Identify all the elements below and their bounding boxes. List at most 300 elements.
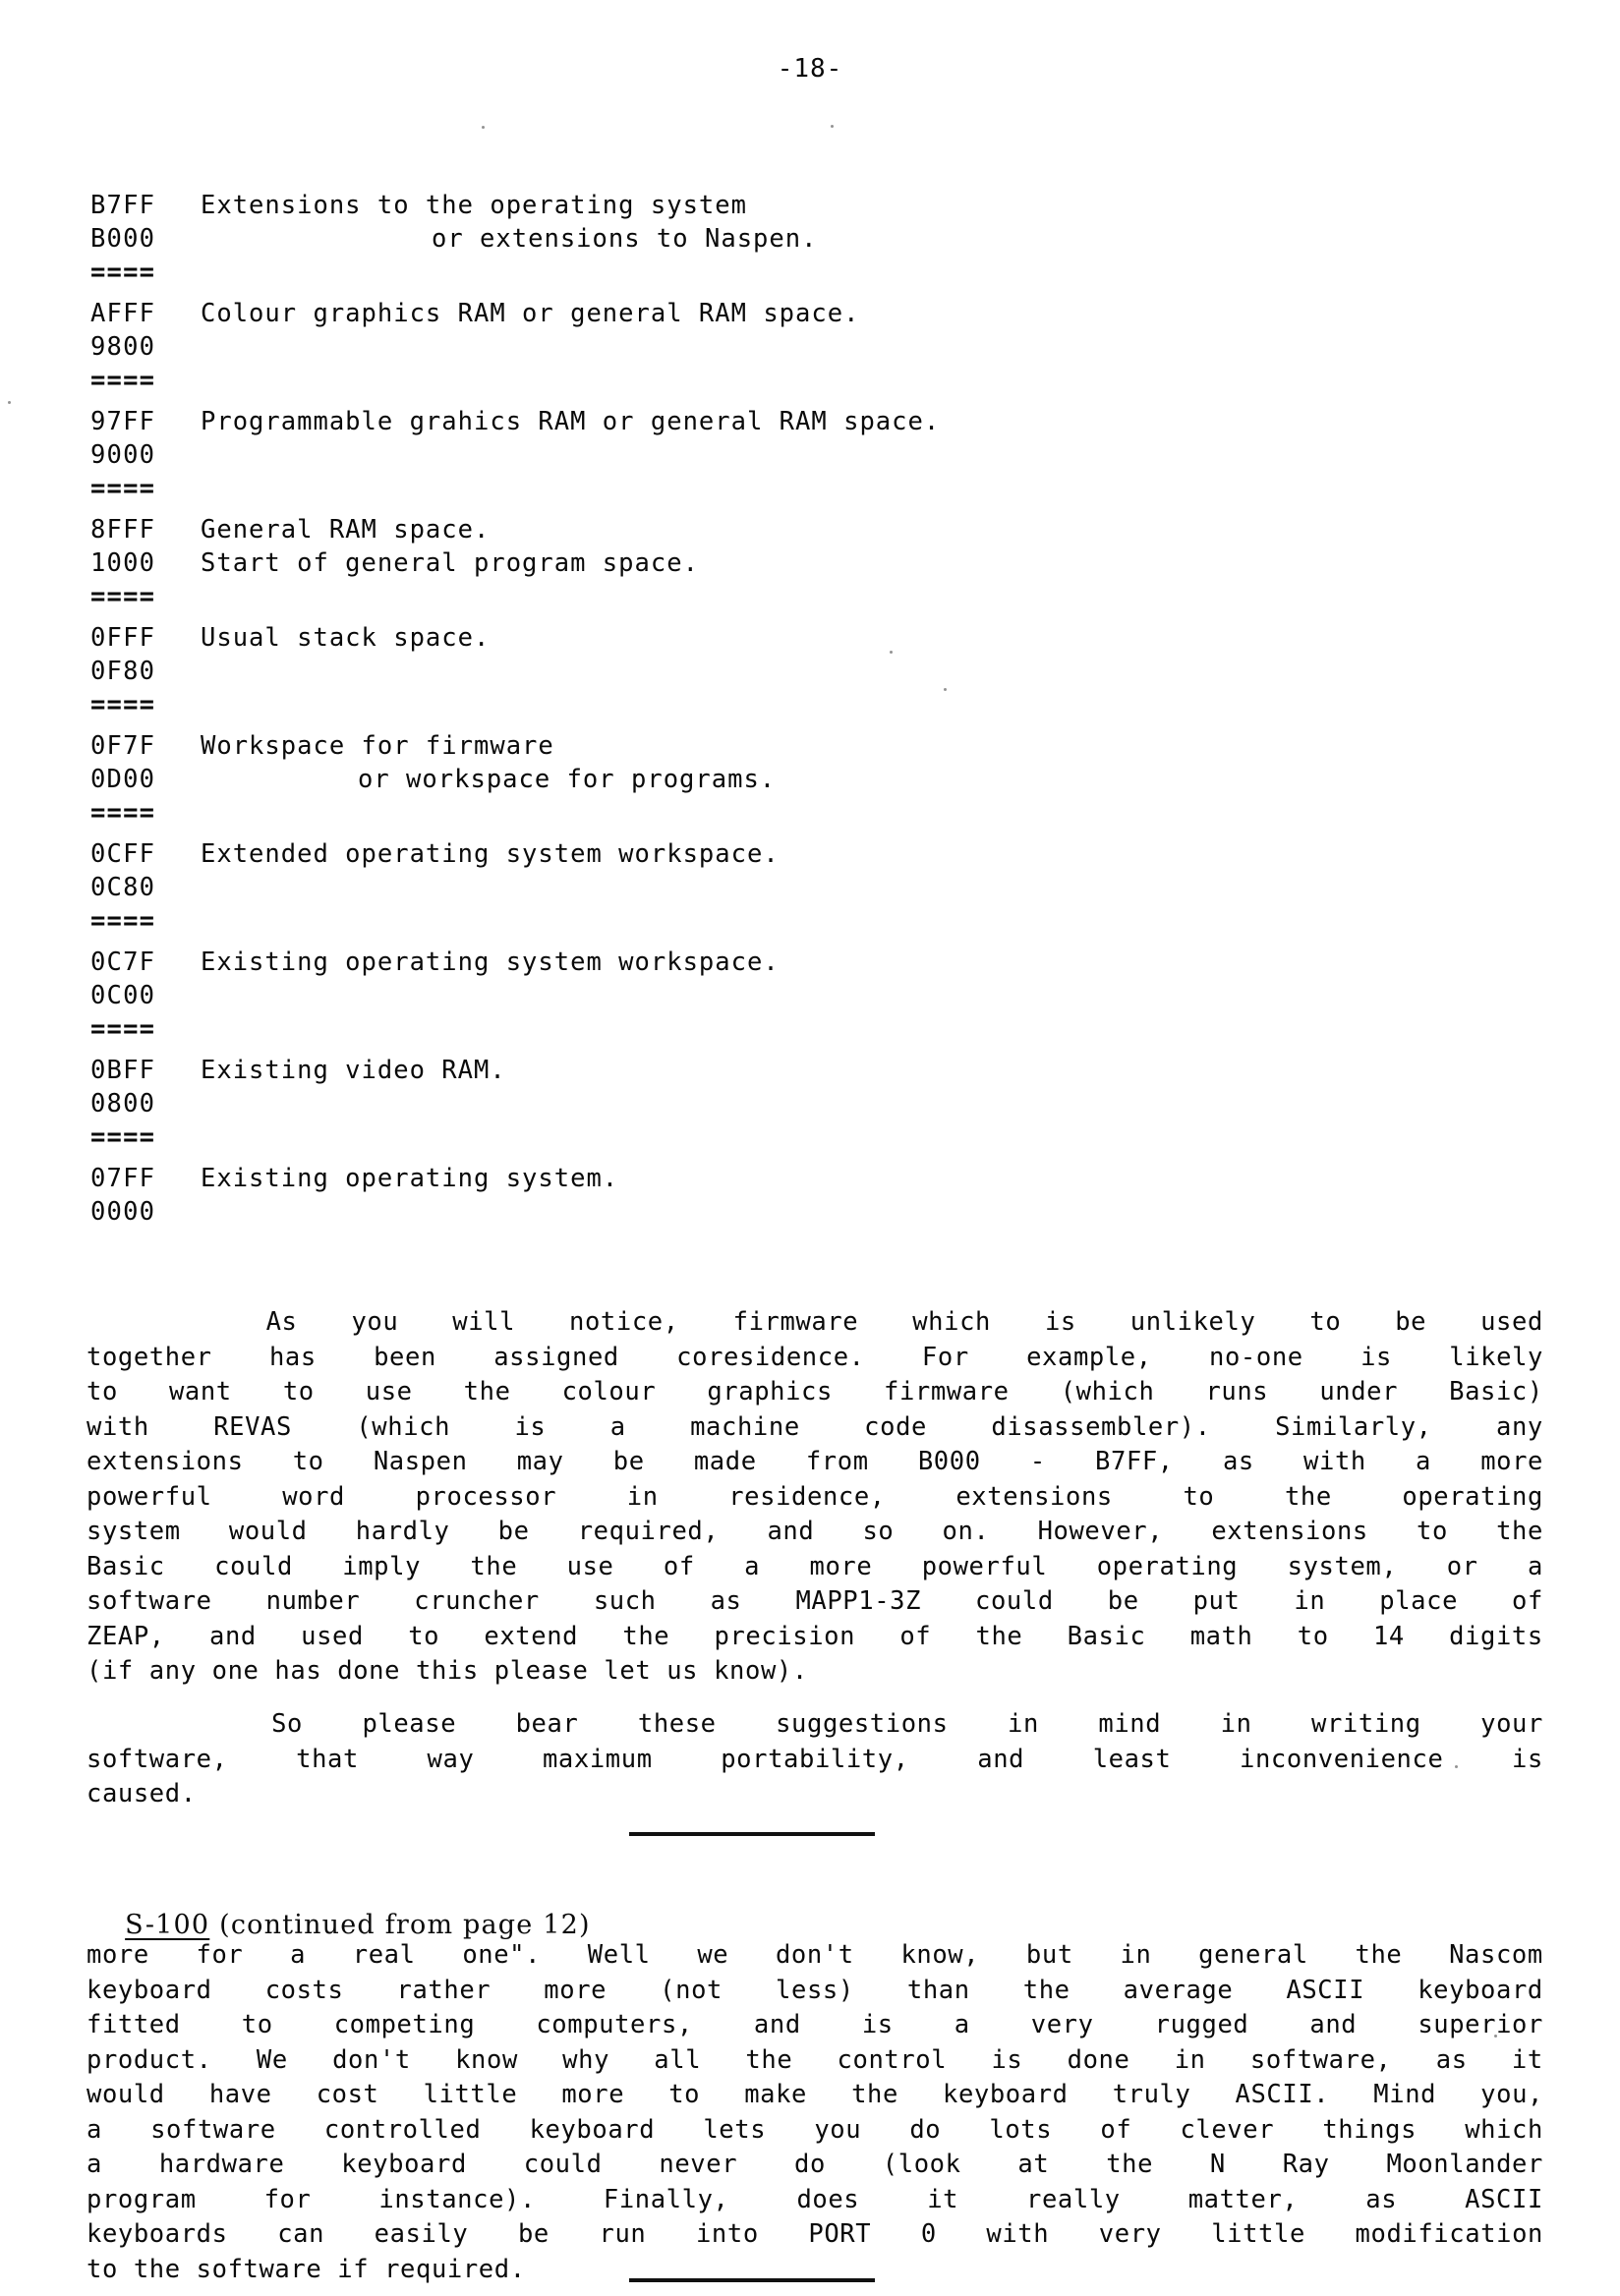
memory-map-row [90,655,1545,688]
line-token: used [1480,1307,1543,1337]
memory-region-description: Existing operating system workspace. [201,947,780,977]
line-token: precision [714,1621,856,1651]
line-token: from [805,1447,869,1476]
line-token: a [290,1940,307,1970]
line-token: has [268,1342,317,1372]
line-token: suggestions [776,1709,949,1739]
memory-map-table [90,189,1545,1229]
line-indent [87,1305,212,1341]
line-token: is [514,1411,547,1442]
memory-map-row [90,979,1545,1012]
memory-map-separator [90,364,1545,397]
line-token: software, [1249,2044,1392,2075]
paragraph-portability [87,1707,1543,1812]
line-token: with [1303,1447,1366,1476]
line-token: fitted [87,2010,181,2039]
line-token: word [282,1481,346,1512]
line-token: the [745,2044,793,2075]
line-token: to [668,2080,701,2109]
line-token: keyboard [943,2080,1069,2109]
line-token: computers, [536,2010,693,2039]
line-token: operating [1402,1481,1543,1512]
line-token: or [1446,1551,1478,1581]
line-token: digits [1449,1621,1543,1651]
s100-heading-label: S-100 [125,1910,210,1940]
memory-map-row [90,1054,1545,1087]
memory-address-high: AFFF [90,299,156,328]
line-token: keyboard [87,1975,212,2005]
line-token: rather [396,1975,492,2005]
paragraph-line [87,2113,1543,2149]
line-token: as [1435,2044,1468,2075]
line-token: for [263,2184,312,2214]
line-token: the [1106,2150,1154,2179]
line-token: runs [1205,1377,1269,1406]
line-token: processor [415,1481,557,1512]
memory-region-description: Existing operating system. [201,1164,619,1193]
line-token: B000 [917,1447,981,1476]
line-token: will [452,1307,516,1337]
memory-map-row [90,621,1545,655]
line-token: your [1480,1709,1543,1739]
line-token: and [753,2010,801,2039]
line-token: Naspen [373,1447,468,1476]
line-token: the [463,1377,511,1406]
memory-map-separator [90,904,1545,938]
paragraph-line [87,1938,1543,1974]
line-token: firmware [884,1377,1010,1406]
line-token: little [1211,2219,1305,2249]
line-token: truly [1112,2080,1191,2109]
line-token: keyboard [1418,1975,1543,2005]
memory-address-low: 9000 [90,440,156,470]
paragraph-line [87,2008,1543,2043]
line-token: be [1107,1586,1139,1616]
line-token: never [659,2150,738,2179]
separator-marks: ==== [90,798,156,828]
line-token: and [1309,2010,1358,2039]
line-token: but [1025,1940,1073,1970]
memory-map-separator [90,688,1545,721]
paragraph-line [87,1375,1543,1410]
memory-address-low: 0C80 [90,873,156,902]
line-token: 0 [920,2219,937,2249]
memory-map-row [90,1162,1545,1195]
line-token: lots [989,2114,1053,2145]
line-token: extensions [87,1447,244,1476]
paragraph-line [87,1974,1543,2009]
line-token: a [1527,1551,1543,1581]
line-token: math [1189,1621,1253,1651]
line-token: little [423,2080,518,2109]
line-token: the [1284,1481,1332,1512]
line-token: would [87,2080,165,2109]
line-token: any [1496,1411,1543,1442]
line-token: we [697,1940,729,1970]
line-token: 14 [1372,1621,1405,1651]
line-token: in [1008,1709,1039,1739]
memory-address-low: 0D00 [90,765,156,794]
line-token: you [814,2114,862,2145]
line-token: it [1511,2044,1543,2075]
line-token: been [374,1342,436,1372]
line-token: software [150,2114,276,2145]
line-token: a [954,2010,970,2039]
line-token: colour [561,1377,657,1406]
line-token: don't [332,2044,411,2075]
line-token: is [1512,1744,1543,1774]
line-token: extensions [955,1481,1113,1512]
memory-address-low: 0F80 [90,657,156,686]
line-token: on. [942,1517,990,1546]
paragraph-line: caused. [87,1779,197,1808]
s100-heading-continued: (continued from page 12) [209,1910,591,1940]
line-token: than [906,1975,970,2005]
line-token: all [654,2044,702,2075]
memory-map-row [90,438,1545,472]
memory-map-separator [90,256,1545,289]
line-token: do [909,2114,942,2145]
paragraph-line [87,1515,1543,1550]
line-token: to [87,1377,118,1406]
line-token: to [292,1447,324,1476]
separator-marks: ==== [90,474,156,503]
line-token: make [744,2080,808,2109]
line-token: of [663,1551,695,1581]
line-token: Ray [1282,2150,1330,2179]
memory-region-description-alt: or workspace for programs. [358,765,777,794]
line-token: that [296,1744,359,1774]
line-token: less) [776,1975,854,2005]
line-token: Basic) [1449,1377,1543,1406]
separator-marks: ==== [90,582,156,611]
line-token: For [921,1342,969,1372]
line-token: why [562,2044,610,2075]
line-token: (which [356,1411,451,1442]
line-token: at [1017,2150,1050,2179]
line-token: is [1044,1307,1076,1337]
line-token: least [1092,1744,1172,1774]
line-token: one". [462,1940,542,1970]
line-token: graphics [707,1377,833,1406]
line-token: could [975,1586,1054,1616]
line-token: ASCII [1286,1975,1365,2005]
memory-map-row [90,1195,1545,1229]
memory-map-row [90,189,1545,222]
line-token: use [365,1377,413,1406]
line-token: portability, [721,1744,909,1774]
line-token: average [1123,1975,1234,2005]
line-token: place [1379,1586,1459,1616]
line-token: inconvenience [1240,1744,1444,1774]
line-token: to [1297,1621,1329,1651]
line-token: which [1465,2114,1543,2145]
line-token: could [214,1551,293,1581]
line-token: with [87,1411,149,1442]
line-token: put [1192,1586,1241,1616]
memory-map-separator [90,580,1545,613]
section-divider-top [629,1832,875,1836]
separator-marks: ==== [90,1122,156,1152]
paragraph-line [87,1584,1543,1620]
line-token: would [228,1517,308,1546]
line-token: with [986,2219,1050,2249]
line-token: be [612,1447,645,1476]
line-token: machine [690,1411,800,1442]
line-token: more [561,2080,625,2109]
memory-address-high: 0F7F [90,731,156,761]
line-token: general [1198,1940,1308,1970]
memory-map-row [90,297,1545,330]
line-token: number [265,1586,361,1616]
separator-marks: ==== [90,690,156,719]
line-token: (not [660,1975,723,2005]
line-token: the [975,1621,1023,1651]
paragraph-line [87,1620,1543,1655]
memory-map-row [90,763,1545,796]
line-token: ASCII. [1235,2080,1330,2109]
paragraph-line: (if any one has done this please let us know). [87,1656,808,1686]
memory-address-high: 0CFF [90,839,156,869]
line-token: way [427,1744,475,1774]
memory-map-row [90,946,1545,979]
line-token: Moonlander [1386,2150,1543,2179]
line-token: modification [1355,2219,1543,2249]
paragraph-line [87,1550,1543,1585]
line-token: does [796,2184,860,2214]
line-token: could [523,2150,603,2179]
line-token: matter, [1187,2184,1299,2214]
line-token: a [87,2150,102,2179]
line-token: the [1022,1975,1070,2005]
line-token: system, [1287,1551,1398,1581]
line-token: used [301,1621,364,1651]
memory-map-row [90,330,1545,364]
memory-address-high: B7FF [90,191,156,220]
memory-address-high: 97FF [90,407,156,436]
memory-address-low: 9800 [90,332,156,362]
line-token: writing [1311,1709,1421,1739]
line-token: to [1183,1481,1215,1512]
separator-marks: ==== [90,258,156,287]
line-token: don't [775,1940,854,1970]
line-indent [87,1707,212,1743]
line-token: extensions [1211,1517,1368,1546]
line-token: more [87,1940,149,1970]
line-token: clever [1180,2114,1275,2145]
line-token: so [862,1517,895,1546]
line-token: in [1220,1709,1252,1739]
scan-speck [8,401,11,404]
line-token: N [1209,2150,1226,2179]
line-token: unlikely [1129,1307,1256,1337]
memory-region-description-alt: or extensions to Naspen. [432,224,818,254]
line-token: REVAS [213,1411,292,1442]
line-token: real [352,1940,416,1970]
memory-map-separator [90,472,1545,505]
line-token: for [196,1940,244,1970]
page-number: -18- [777,54,843,84]
line-token: be [517,2219,550,2249]
line-token: use [566,1551,614,1581]
scan-speck [482,126,485,129]
line-token: keyboard [529,2114,656,2145]
memory-address-high: 8FFF [90,515,156,545]
paragraph-line [87,1305,1543,1341]
line-token: competing [333,2010,476,2039]
line-token: to [241,2010,273,2039]
line-token: to [408,1621,440,1651]
line-token: bear [515,1709,579,1739]
line-token: easily [374,2219,469,2249]
line-token: So [271,1709,303,1739]
line-token: lets [703,2114,767,2145]
line-token: hardly [355,1517,450,1546]
line-token: the [1496,1517,1543,1546]
line-token: the [851,2080,898,2109]
line-token: controlled [323,2114,482,2145]
line-token: done [1067,2044,1130,2075]
line-token: is [1360,1342,1392,1372]
line-token: as [710,1586,742,1616]
memory-address-high: 0C7F [90,947,156,977]
line-token: Basic [1067,1621,1146,1651]
line-token: likely [1449,1342,1543,1372]
memory-map-row [90,546,1545,580]
paragraph-line [87,2078,1543,2113]
line-token: We [256,2044,288,2075]
line-token: PORT [808,2219,872,2249]
line-token: required, [577,1517,720,1546]
line-token: extend [484,1621,579,1651]
line-token: However, [1037,1517,1164,1546]
line-token: of [1100,2114,1132,2145]
line-token: disassembler). [991,1411,1211,1442]
memory-map-row [90,222,1545,256]
separator-marks: ==== [90,906,156,936]
line-token: instance). [378,2184,536,2214]
line-token: a [1416,1447,1431,1476]
line-token: the [470,1551,518,1581]
memory-address-high: 07FF [90,1164,156,1193]
line-token: more [809,1551,873,1581]
line-token: can [277,2219,325,2249]
line-token: ZEAP, [87,1621,165,1651]
memory-map-separator [90,796,1545,830]
line-token: you, [1480,2080,1543,2109]
line-token: software, [87,1744,228,1774]
memory-map-row [90,513,1545,546]
memory-address-low: 0000 [90,1197,156,1227]
line-token: you [351,1307,399,1337]
line-token: Mind [1373,2080,1437,2109]
line-token: is [991,2044,1023,2075]
paragraph-line [87,1707,1543,1743]
paragraph-firmware-coresidence [87,1305,1543,1690]
memory-address-low: B000 [90,224,156,254]
paragraph-s100-keyboard [87,1938,1543,2287]
line-token: in [1120,1940,1152,1970]
line-token: of [899,1621,932,1651]
separator-marks: ==== [90,1014,156,1044]
section-divider-bottom [629,2278,875,2282]
scan-speck [831,125,834,128]
line-token: MAPP1-3Z [795,1586,922,1616]
paragraph-line [87,2217,1543,2253]
memory-address-high: 0BFF [90,1056,156,1085]
line-token: keyboards [87,2219,228,2249]
line-token: do [794,2150,826,2179]
memory-region-description: Programmable grahics RAM or general RAM space. [201,407,941,436]
memory-map-row [90,871,1545,904]
line-token: no-one [1209,1342,1303,1372]
line-token: know, [900,1940,980,1970]
line-token: really [1026,2184,1121,2214]
memory-region-description: Colour graphics RAM or general RAM space. [201,299,860,328]
line-token: coresidence. [676,1342,865,1372]
line-token: residence, [728,1481,886,1512]
line-token: Nascom [1449,1940,1543,1970]
paragraph-line [87,1743,1543,1778]
memory-address-low: 1000 [90,548,156,578]
memory-address-low: 0800 [90,1089,156,1119]
line-token: operating [1096,1551,1239,1581]
separator-marks: ==== [90,366,156,395]
line-token: costs [264,1975,344,2005]
memory-map-separator [90,1120,1545,1154]
line-token: it [927,2184,959,2214]
line-token: and [209,1621,257,1651]
paragraph-line [87,1480,1543,1516]
line-token: in [1174,2044,1206,2075]
paragraph-line [87,1341,1543,1376]
memory-region-description: Extensions to the operating system [201,191,747,220]
line-token: which [912,1307,991,1337]
line-token: the [622,1621,670,1651]
line-token: things [1322,2114,1418,2145]
line-token: to [1417,1517,1448,1546]
line-token: to [282,1377,315,1406]
line-token: imply [342,1551,422,1581]
line-token: mind [1098,1709,1162,1739]
line-token: cruncher [414,1586,540,1616]
paragraph-line [87,1410,1543,1446]
line-token: rugged [1154,2010,1249,2039]
line-token: run [599,2219,647,2249]
line-token: assigned [493,1342,619,1372]
line-token: in [1294,1586,1326,1616]
line-token: a [87,2114,102,2145]
line-token: please [362,1709,457,1739]
line-token: software [87,1586,212,1616]
line-token: maximum [542,1744,653,1774]
line-token: Well [587,1940,651,1970]
paragraph-line [87,2183,1543,2218]
line-token: notice, [569,1307,679,1337]
line-token: product. [87,2044,212,2075]
memory-region-description-alt: Start of general program space. [201,548,699,578]
line-token: know [455,2044,518,2075]
line-token: cost [316,2080,379,2109]
line-token: ASCII [1465,2184,1543,2214]
line-token: Finally, [603,2184,729,2214]
memory-region-description: Usual stack space. [201,623,491,653]
line-token: as [1222,1447,1254,1476]
line-token: and [977,1744,1025,1774]
line-token: (look [882,2150,961,2179]
line-token: made [693,1447,757,1476]
paragraph-line [87,2148,1543,2183]
